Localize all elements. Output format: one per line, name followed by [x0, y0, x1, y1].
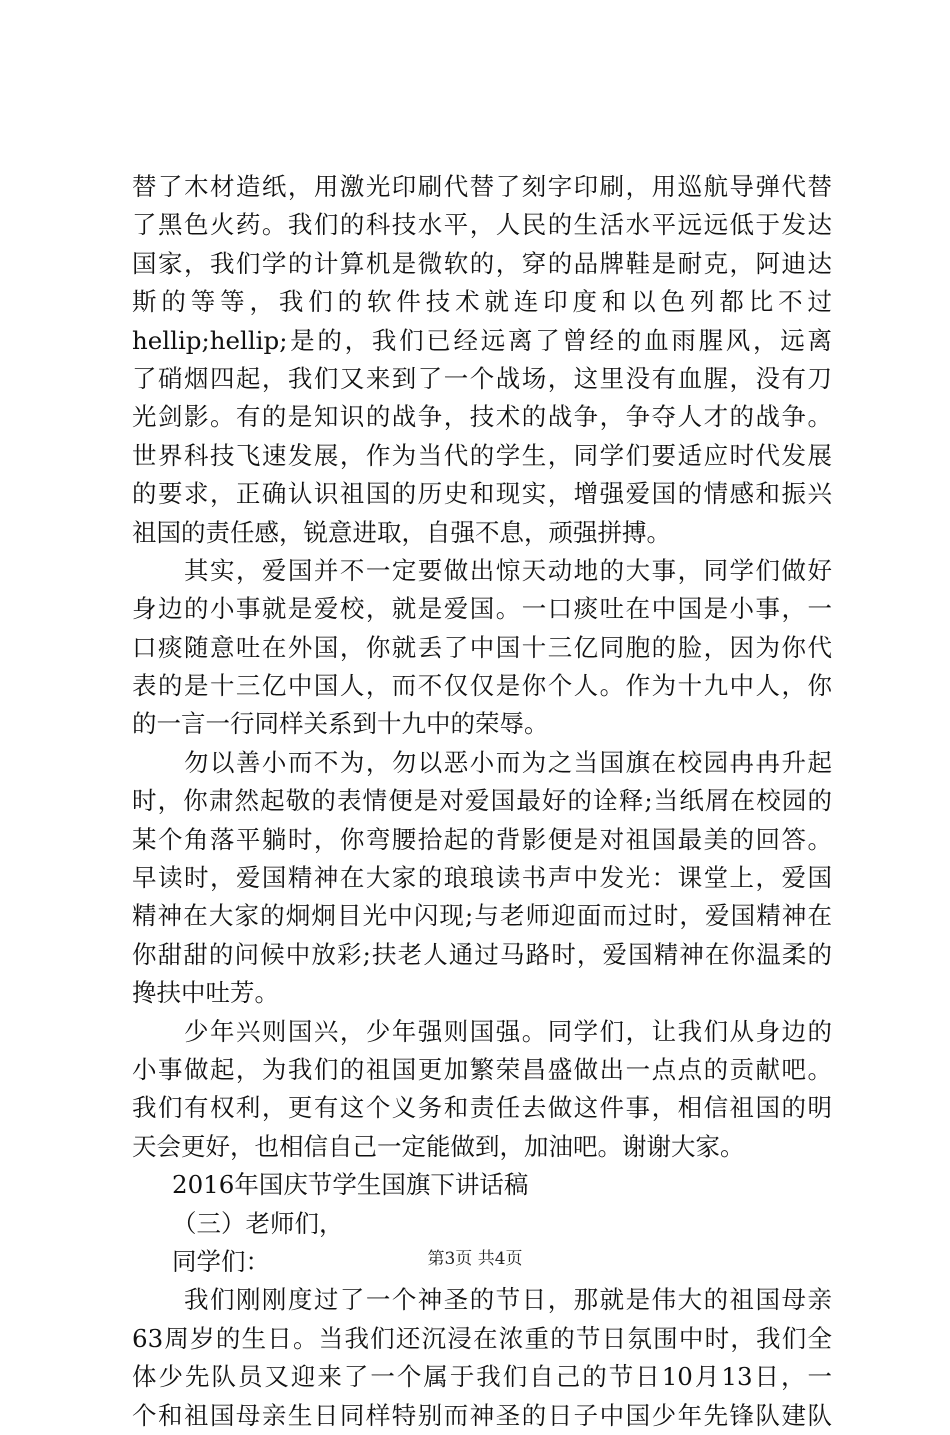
paragraph-first-line: 勿以善小而不为，勿以恶小而为之当国旗在校园冉冉升起	[184, 747, 832, 777]
paragraph-first-line: 少年兴则国兴，少年强则国强。同学们，让我们从身边的	[184, 1016, 832, 1046]
text-line: 的一言一行同样关系到十九中的荣辱。	[132, 709, 549, 739]
text-line: 搀扶中吐芳。	[132, 978, 279, 1008]
text-line: 替了木材造纸，用激光印刷代替了刻字印刷，用巡航导弹代替	[132, 172, 832, 201]
salutation-line: （三）老师们，	[172, 1208, 344, 1238]
text-line: 世界科技飞速发展，作为当代的学生，同学们要适应时代发展	[132, 440, 832, 470]
text-line: 时，你肃然起敬的表情便是对爱国最好的诠释;当纸屑在校园的	[132, 786, 832, 816]
text-line: 身边的小事就是爱校，就是爱国。一口痰吐在中国是小事，一	[132, 594, 832, 624]
text-line: 天会更好，也相信自己一定能做到，加油吧。谢谢大家。	[132, 1131, 745, 1161]
text-line: 表的是十三亿中国人，而不仅仅是你个人。作为十九中人，你	[132, 671, 832, 701]
text-line: 63周岁的生日。当我们还沉浸在浓重的节日氛围中时，我们全	[132, 1323, 832, 1353]
text-line: 了硝烟四起，我们又来到了一个战场，这里没有血腥，没有刀	[132, 363, 832, 393]
text-line: hellip;hellip;是的，我们已经远离了曾经的血雨腥风，远离	[132, 325, 832, 355]
text-line: 斯的等等，我们的软件技术就连印度和以色列都比不过	[132, 287, 832, 317]
text-line: 个和祖国母亲生日同样特别而神圣的日子中国少年先锋队建队	[132, 1400, 832, 1430]
paragraph-first-line: 其实，爱国并不一定要做出惊天动地的大事，同学们做好	[184, 555, 832, 585]
text-line: 我们有权利，更有这个义务和责任去做这件事，相信祖国的明	[132, 1093, 832, 1123]
text-line: 早读时，爱国精神在大家的琅琅读书声中发光：课堂上，爱国	[132, 863, 832, 893]
paragraph-first-line: 我们刚刚度过了一个神圣的节日，那就是伟大的祖国母亲	[184, 1285, 832, 1315]
page-number-footer: 第3页 共4页	[427, 1249, 523, 1269]
text-line: 国家，我们学的计算机是微软的，穿的品牌鞋是耐克，阿迪达	[132, 248, 832, 278]
text-line: 的要求，正确认识祖国的历史和现实，增强爱国的情感和振兴	[132, 479, 832, 509]
text-line: 小事做起，为我们的祖国更加繁荣昌盛做出一点点的贡献吧。	[132, 1054, 832, 1084]
text-line: 光剑影。有的是知识的战争，技术的战争，争夺人才的战争。	[132, 402, 832, 432]
text-line: 口痰随意吐在外国，你就丢了中国十三亿同胞的脸，因为你代	[132, 632, 832, 662]
text-line: 某个角落平躺时，你弯腰拾起的背影便是对祖国最美的回答。	[132, 824, 832, 854]
section-heading: 2016年国庆节学生国旗下讲话稿	[172, 1170, 529, 1200]
salutation-line: 同学们：	[172, 1246, 270, 1276]
text-line: 精神在大家的炯炯目光中闪现;与老师迎面而过时，爱国精神在	[132, 901, 832, 931]
text-line: 你甜甜的问候中放彩;扶老人通过马路时，爱国精神在你温柔的	[132, 939, 832, 969]
text-line: 了黑色火药。我们的科技水平，人民的生活水平远远低于发达	[132, 210, 832, 240]
text-line: 体少先队员又迎来了一个属于我们自己的节日10月13日，一	[132, 1362, 832, 1392]
text-line: 祖国的责任感，锐意进取，自强不息，顽强拼搏。	[132, 517, 671, 547]
